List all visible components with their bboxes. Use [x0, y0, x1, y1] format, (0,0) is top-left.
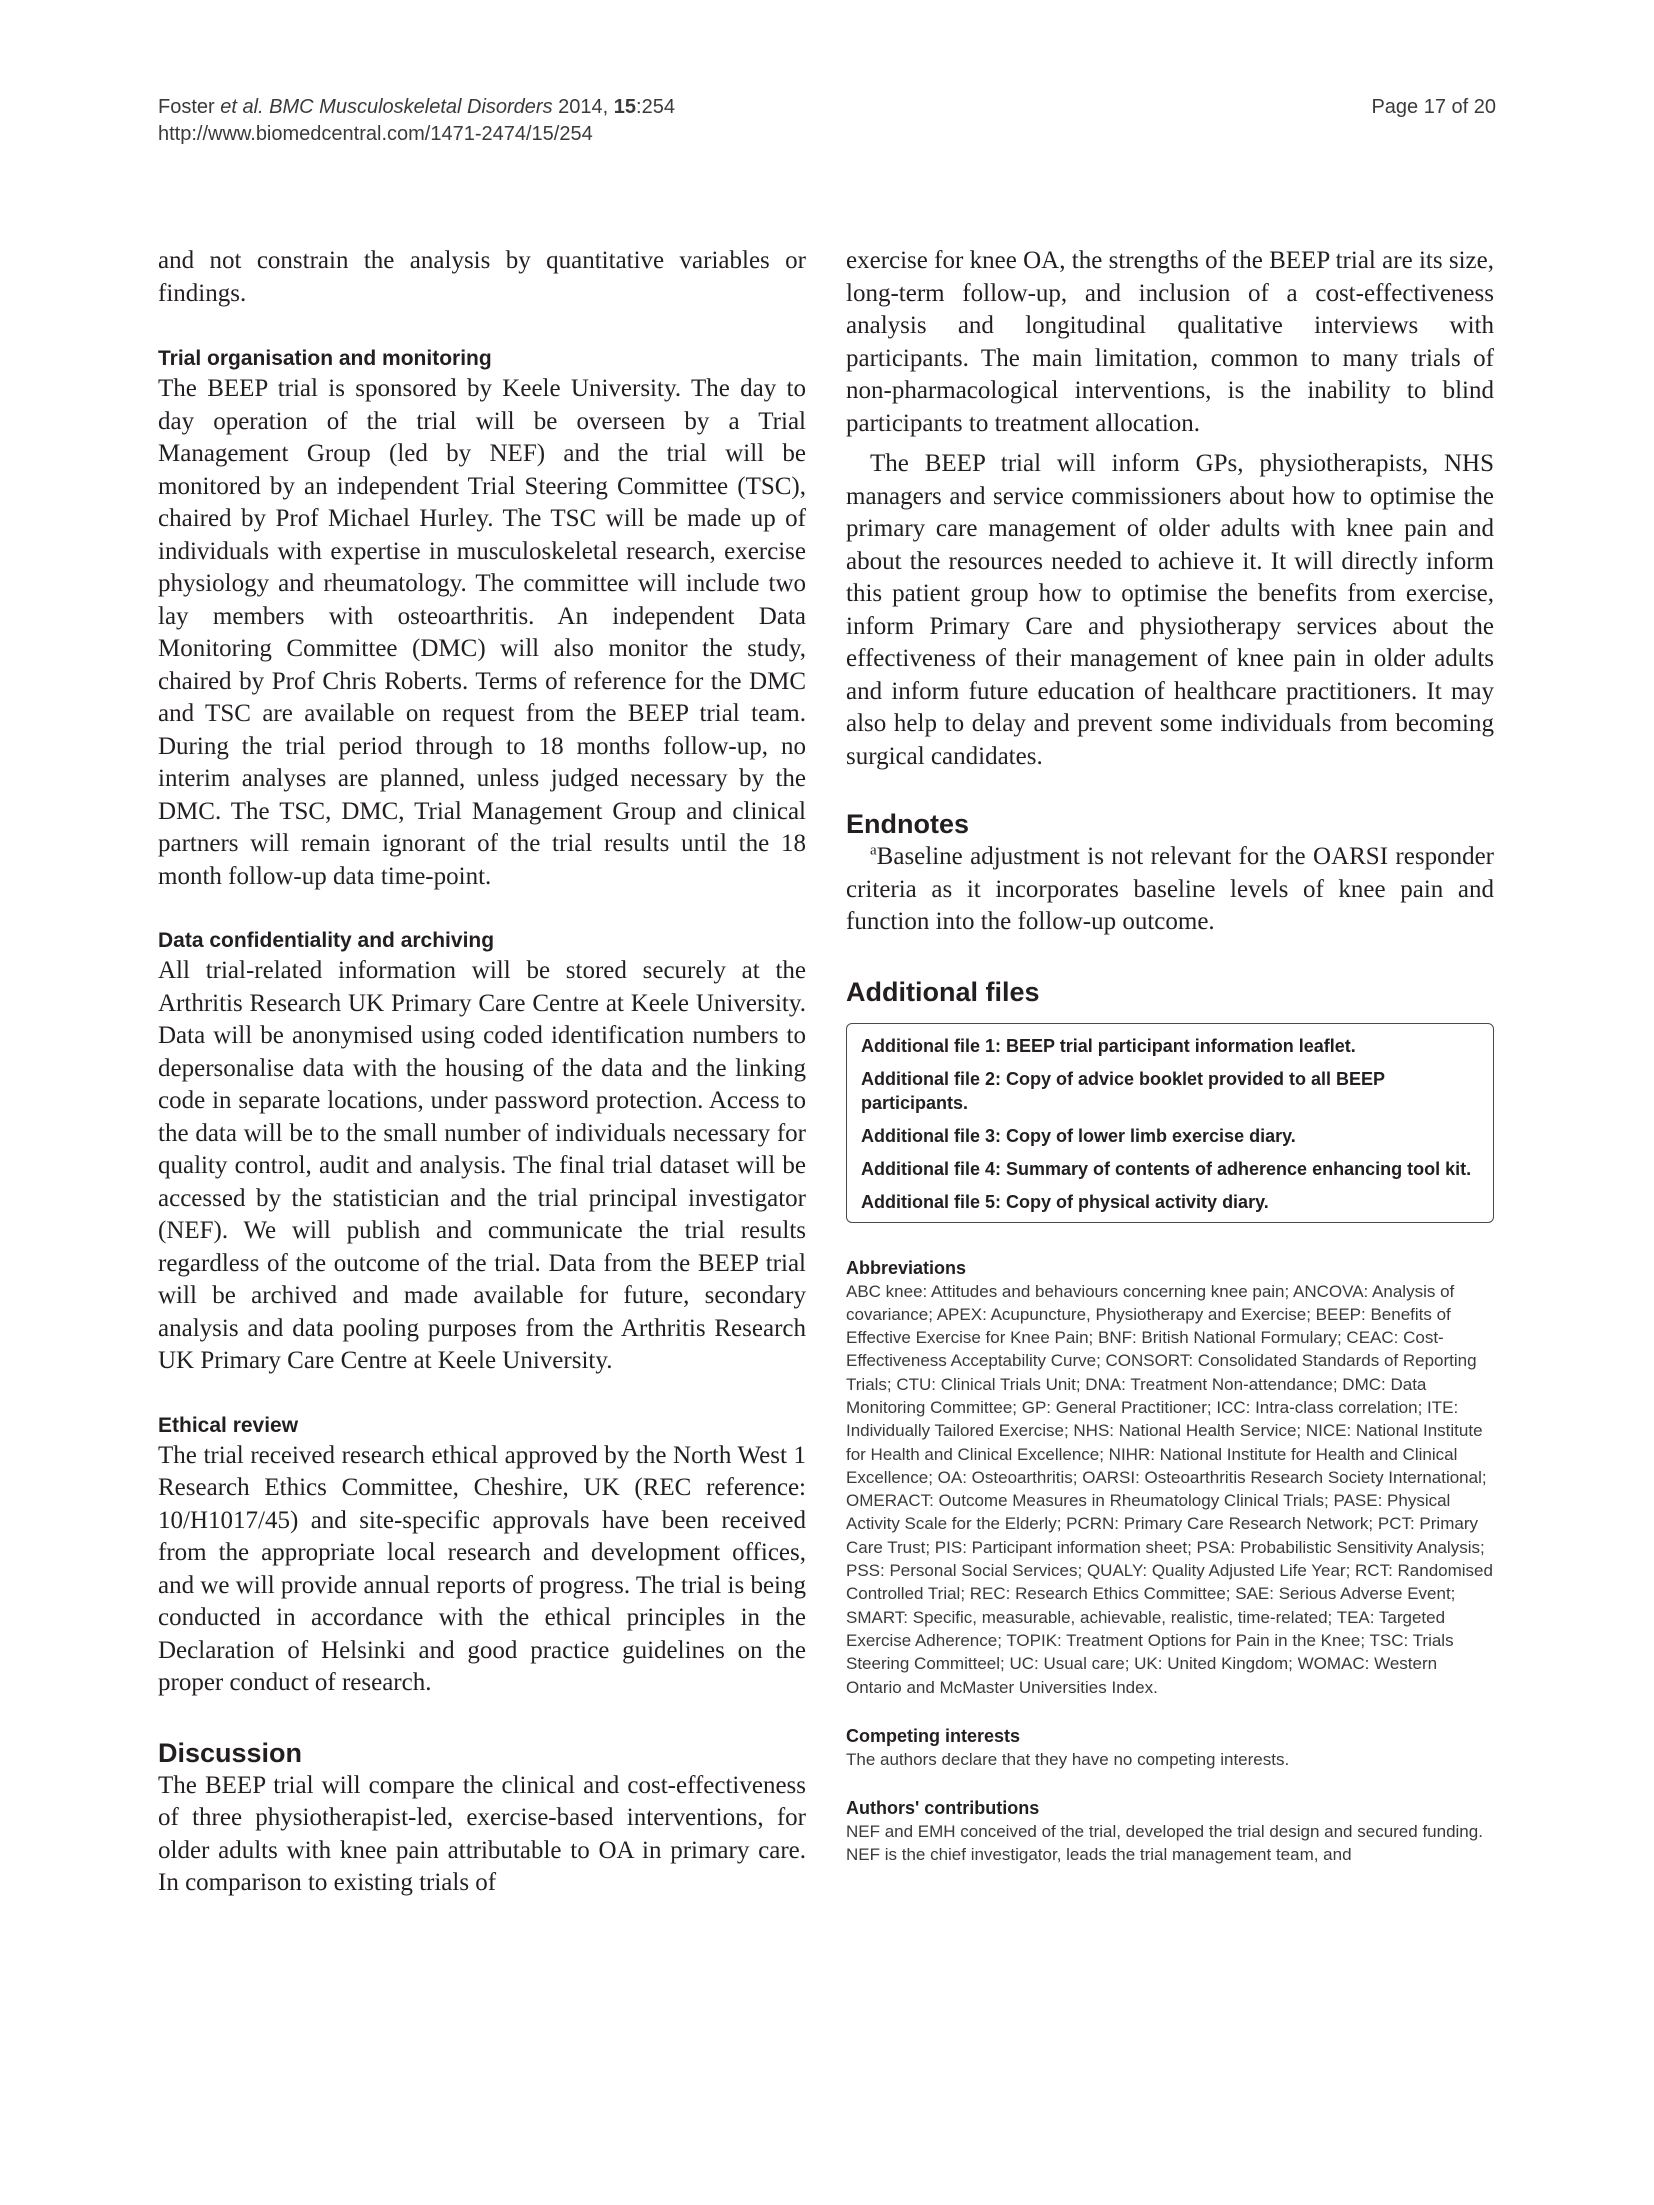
endnote-text: Baseline adjustment is not relevant for the OARSI responder criteria as it incorporates baseline levels of knee pain and function into the follow-up outcome. [846, 843, 1494, 935]
discussion-heading: Discussion [158, 1737, 303, 1768]
additional-file-1-link[interactable]: Additional file 1: BEEP trial participant information leaflet. [861, 1035, 1356, 1056]
article-url[interactable]: http://www.biomedcentral.com/1471-2474/15/254 [158, 123, 593, 145]
abbreviations-heading: Abbreviations [846, 1257, 967, 1278]
trial-organisation-paragraph: The BEEP trial is sponsored by Keele University. The day to day operation of the trial will be overseen by a Trial Management Group (led by NEF) and the trial will be monitored by an independent Trial Steering Committee (TSC), chaired by Prof Michael Hurley. The TSC will be made up of individuals with expertise in musculoskeletal research, exercise physiology and rheumatology. The committee will include two lay members with osteoarthritis. An independent Data Monitoring Committee (DMC) will also monitor the study, chaired by Prof Chris Roberts. Terms of reference for the DMC and TSC are available on request from the BEEP trial team. During the trial period through to 18 months follow-up, no interim analyses are planned, unless judged necessary by the DMC. The TSC, DMC, Trial Management Group and clinical partners will remain ignorant of the trial results until the 18 month follow-up data time-point. [158, 375, 806, 890]
additional-file-4-link[interactable]: Additional file 4: Summary of contents of adherence enhancing tool kit. [861, 1158, 1472, 1179]
endnotes-heading: Endnotes [846, 809, 970, 839]
citation-line [158, 94, 1496, 121]
trial-organisation-heading: Trial organisation and monitoring [158, 347, 492, 370]
discussion-paragraph: The BEEP trial will compare the clinical and cost-effectiveness of three physiotherapist-led, exercise-based interventions, for older adults with knee pain attributable to OA in primary care. In comparison to existing trials of [158, 1771, 806, 1896]
citation-volume: 15 [613, 96, 637, 118]
intro-paragraph: and not constrain the analysis by quantitative variables or findings. [158, 247, 806, 307]
ethical-review-paragraph: The trial received research ethical approved by the North West 1 Research Ethics Committee, Cheshire, UK (REC reference: 10/H1017/45) and site-specific approvals have been received from the appropriate local research and development offices, and we will provide annual reports of progress. The trial is being conducted in accordance with the ethical principles in the Declaration of Helsinki and good practice guidelines on the proper conduct of research. [158, 1441, 806, 1696]
ethical-review-heading: Ethical review [158, 1413, 299, 1437]
citation-authors: Foster [158, 96, 221, 118]
discussion-implications-paragraph: The BEEP trial will inform GPs, physiotherapists, NHS managers and service commissioners about how to optimise the primary care management of older adults with knee pain and about the resources needed to achieve it. It will directly inform this patient group how to optimise the benefits from exercise, inform Primary Care and physiotherapy services about the effectiveness of their management of knee pain in older adults and inform future education of healthcare practitioners. It may also help to delay and prevent some individuals from becoming surgical candidates. [846, 450, 1494, 770]
citation-journal: BMC Musculoskeletal Disorders [263, 96, 553, 118]
authors-contributions-heading: Authors' contributions [846, 1798, 1040, 1819]
citation-year: 2014, [552, 96, 614, 118]
additional-files-box [846, 1023, 1494, 1223]
page-number: Page 17 of 20 [1371, 96, 1496, 118]
data-confidentiality-paragraph: All trial-related information will be stored securely at the Arthritis Research UK Primary Care Centre at Keele University. Data will be anonymised using coded identification numbers to depersonalise data with the housing of the data and the linking code in separate locations, under password protection. Access to the data will be to the small number of individuals necessary for quality control, audit and analysis. The final trial dataset will be accessed by the statistician and the trial principal investigator (NEF). We will publish and communicate the trial results regardless of the outcome of the trial. Data from the BEEP trial will be archived and made available for future, secondary analysis and data pooling purposes from the Arthritis Research UK Primary Care Centre at Keele University. [158, 957, 806, 1374]
data-confidentiality-heading: Data confidentiality and archiving [158, 929, 495, 952]
left-column [158, 245, 806, 1900]
additional-file-2-link[interactable]: Additional file 2: Copy of advice booklet provided to all BEEP participants. [861, 1068, 1385, 1113]
running-header [158, 94, 1496, 148]
competing-interests-heading: Competing interests [846, 1725, 1021, 1746]
discussion-continued-paragraph: exercise for knee OA, the strengths of the BEEP trial are its size, long-term follow-up, and inclusion of a cost-effectiveness analysis and longitudinal qualitative interviews with participants. The main limitation, common to many trials of non-pharmacological interventions, is the inability to blind participants to treatment allocation. [846, 247, 1494, 437]
citation-etal: et al. [220, 96, 264, 118]
citation-article: :254 [636, 96, 675, 118]
additional-file-5-link[interactable]: Additional file 5: Copy of physical activity diary. [861, 1191, 1269, 1212]
additional-file-3-link[interactable]: Additional file 3: Copy of lower limb exercise diary. [861, 1125, 1296, 1146]
abbreviations-text: ABC knee: Attitudes and behaviours concerning knee pain; ANCOVA: Analysis of covariance; APEX: Acupuncture, Physiotherapy and Exercise; BEEP: Benefits of Effective Exercise for Knee Pain; BNF: British National Formulary; CEAC: Cost-Effectiveness Acceptability Curve; CONSORT: Consolidated Standards of Reporting Trials; CTU: Clinical Trials Unit; DNA: Treatment Non-attendance; DMC: Data Monitoring Committee; GP: General Practitioner; ICC: Intra-class correlation; ITE: Individually Tailored Exercise; NHS: National Health Service; NICE: National Institute for Health and Clinical Excellence; NIHR: National Institute for Health and Clinical Excellence; OA: Osteoarthritis; OARSI: Osteoarthritis Research Society International; OMERACT: Outcome Measures in Rheumatology Clinical Trials; PASE: Physical Activity Scale for the Elderly; PCRN: Primary Care Research Network; PCT: Primary Care Trust; PIS: Participant information sheet; PSA: Probabilistic Sensitivity Analysis; PSS: Personal Social Services; QUALY: Quality Adjusted Life Year; RCT: Randomised Controlled Trial; REC: Research Ethics Committee; SAE: Serious Adverse Event; SMART: Specific, measurable, achievable, realistic, time-related; TEA: Targeted Exercise Adherence; TOPIK: Treatment Options for Pain in the Knee; TSC: Trials Steering Committeel; UC: Usual care; UK: United Kingdom; WOMAC: Western Ontario and McMaster Universities Index. [846, 1281, 1493, 1697]
competing-interests-text: The authors declare that they have no competing interests. [846, 1749, 1290, 1769]
right-column [846, 245, 1494, 1867]
additional-files-heading: Additional files [846, 976, 1040, 1007]
endnote-paragraph [846, 841, 1494, 939]
authors-contributions-text: NEF and EMH conceived of the trial, developed the trial design and secured funding. NEF is the chief investigator, leads the trial management team, and [846, 1822, 1483, 1865]
endnote-marker: a [870, 842, 877, 859]
